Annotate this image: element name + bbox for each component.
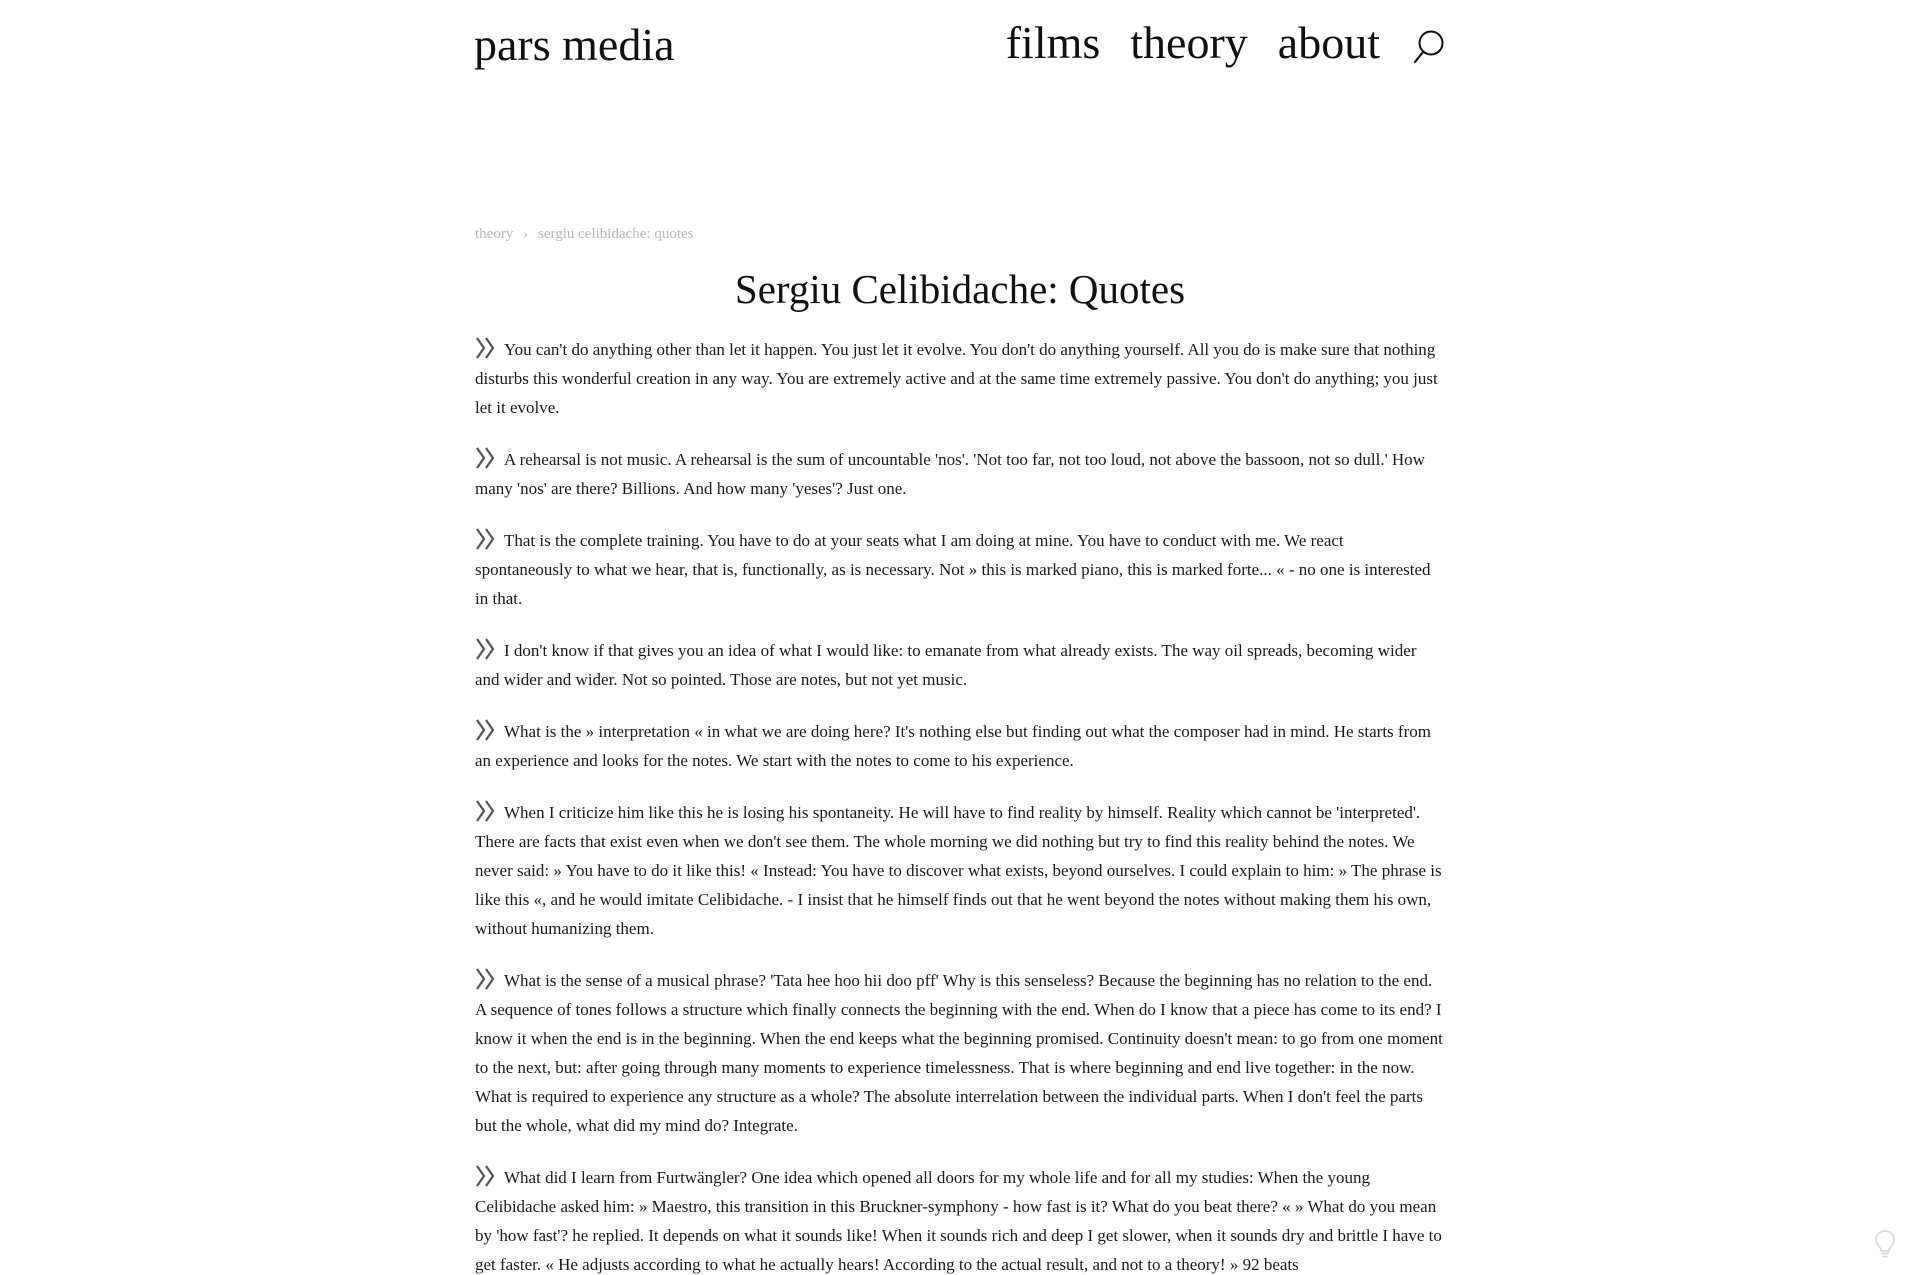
breadcrumb — [475, 226, 1445, 243]
double-chevron-quote-icon — [475, 1165, 497, 1187]
quote-text: When I criticize him like this he is losing his spontaneity. He will have to find reality by himself. Reality which cannot be 'interpreted'. There are facts that exist even when we don't see them. The whole morning we did nothing but try to find this reality behind the notes. We never said: » You have to do it like this! « Instead: You have to discover what exists, beyond ourselves. I could explain to him: » The phrase is like this «, and he would imitate Celibidache. - I insist that he himself finds out that he went beyond the notes without making them his own, without humanizing them. — [475, 803, 1442, 938]
lightbulb-icon[interactable] — [1874, 1229, 1896, 1259]
quote-item — [475, 526, 1445, 613]
site-header — [0, 0, 1920, 100]
quote-item — [475, 636, 1445, 694]
breadcrumb-current: sergiu celibidache: quotes — [538, 226, 694, 242]
quote-text: That is the complete training. You have to do at your seats what I am doing at mine. You have to conduct with me. We react spontaneously to what we hear, that is, functionally, as is necessary. Not » this is marked piano, this is marked forte... « - no one is interested in that. — [475, 531, 1431, 608]
quote-item — [475, 717, 1445, 775]
search-icon[interactable] — [1412, 28, 1446, 66]
double-chevron-quote-icon — [475, 528, 497, 550]
quote-text: I don't know if that gives you an idea of what I would like: to emanate from what already exists. The way oil spreads, becoming wider and wider and wider. Not so pointed. Those are notes, but not yet music. — [475, 641, 1417, 689]
quote-item — [475, 798, 1445, 943]
quote-item — [475, 966, 1445, 1140]
quote-text: What is the sense of a musical phrase? 'Tata hee hoo hii doo pff' Why is this senseless? Because the beginning has no relation to the end. A sequence of tones follows a structure which finally connects the beginning with the end. When do I know that a piece has come to its end? I know it when the end is in the beginning. When the end keeps what the beginning promised. Continuity doesn't mean: to go from one moment to the next, but: after going through many moments to experience timelessness. That is where beginning and end live together: in the now. What is required to experience any structure as a whole? The absolute interrelation between the individual parts. When I don't feel the parts but the whole, what did my mind do? Integrate. — [475, 971, 1443, 1135]
nav-link-theory[interactable]: theory — [1130, 17, 1248, 68]
quote-list — [475, 335, 1445, 1275]
double-chevron-quote-icon — [475, 800, 497, 822]
nav-link-films[interactable]: films — [1005, 17, 1101, 68]
double-chevron-quote-icon — [475, 968, 497, 990]
nav-link-about[interactable]: about — [1277, 17, 1380, 68]
page-title: Sergiu Celibidache: Quotes — [734, 266, 1186, 312]
breadcrumb-link-theory[interactable]: theory — [475, 226, 514, 242]
quote-text: What did I learn from Furtwängler? One idea which opened all doors for my whole life and for all my studies: When the young Celibidache asked him: » Maestro, this transition in this Bruckner-symphony - how fast is it? What do you beat there? « » What do you mean by 'how fast'? he replied. It depends on what it sounds like! When it sounds rich and deep I get slower, when it sounds dry and brittle I have to get faster. « He adjusts according to what he actually hears! According to the actual result, and not to a theory! » 92 beats — [475, 1168, 1442, 1274]
quote-item — [475, 335, 1445, 422]
double-chevron-quote-icon — [475, 337, 497, 359]
quote-item — [475, 1163, 1445, 1275]
quote-text: What is the » interpretation « in what we are doing here? It's nothing else but finding out what the composer had in mind. He starts from an experience and looks for the notes. We start with the notes to come to his experience. — [475, 722, 1431, 770]
main-nav — [1006, 16, 1446, 69]
article-content — [475, 226, 1445, 1275]
quote-text: A rehearsal is not music. A rehearsal is the sum of uncountable 'nos'. 'Not too far, not too loud, not above the bassoon, not so dull.' How many 'nos' are there? Billions. And how many 'yeses'? Just one. — [475, 450, 1425, 498]
quote-item — [475, 445, 1445, 503]
double-chevron-quote-icon — [475, 638, 497, 660]
quote-text: You can't do anything other than let it happen. You just let it evolve. You don't do anything yourself. All you do is make sure that nothing disturbs this wonderful creation in any way. You are extremely active and at the same time extremely passive. You don't do anything; you just let it evolve. — [475, 340, 1438, 417]
double-chevron-quote-icon — [475, 719, 497, 741]
site-logo[interactable]: pars media — [474, 19, 675, 70]
breadcrumb-separator: › — [523, 226, 528, 242]
double-chevron-quote-icon — [475, 447, 497, 469]
